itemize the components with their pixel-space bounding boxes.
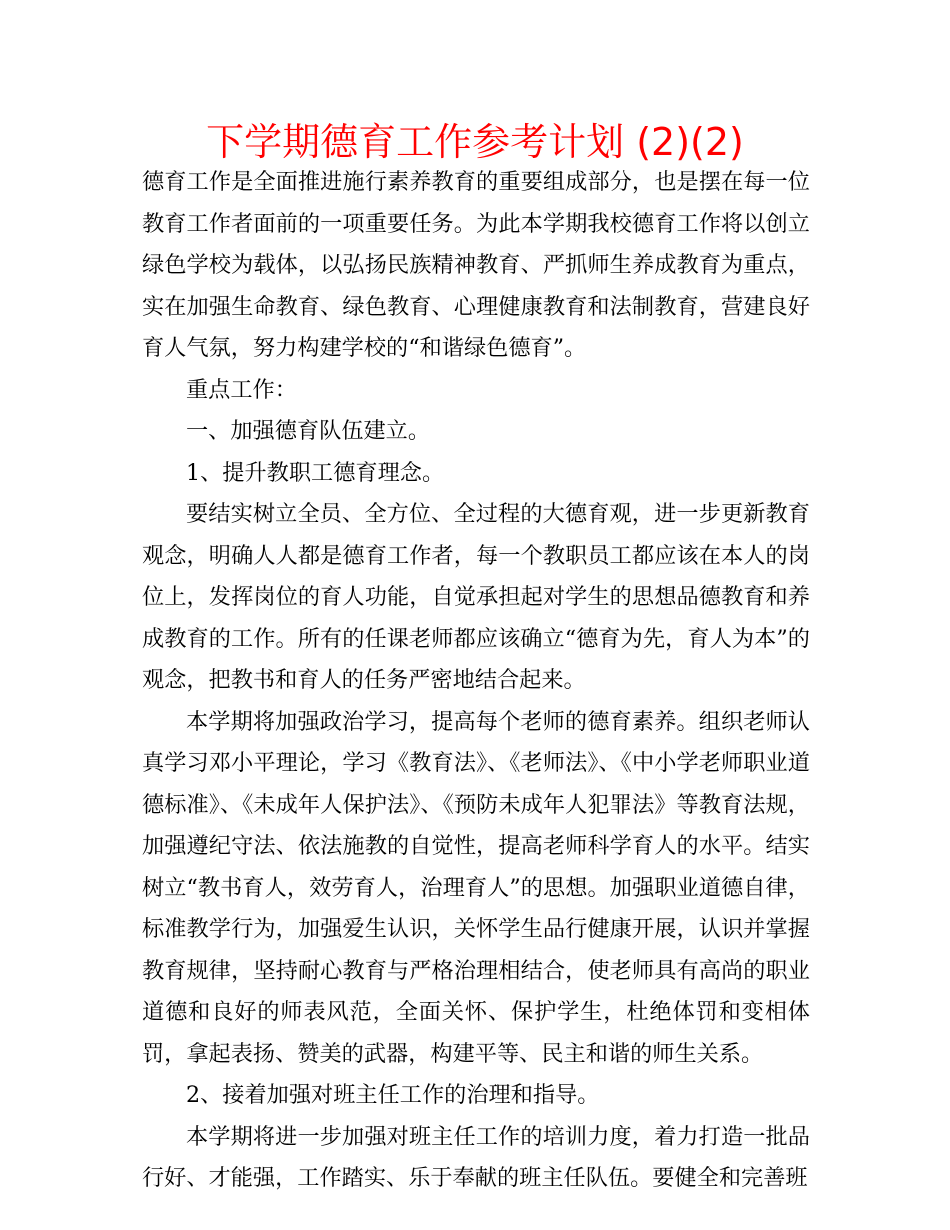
body-paragraph: 本学期将进一步加强对班主任工作的培训力度，着力打造一批品行好、才能强，工作踏实、乐于奉献的班主任队伍。要健全和完善班 <box>142 1123 810 1191</box>
body-paragraph: 本学期将加强政治学习，提高每个老师的德育素养。组织老师认真学习邓小平理论，学习《教育法》、《老师法》、《中小学老师职业道德标准》、《未成年人保护法》、《预防未成年人犯罪法》等教育法规，加强遵纪守法、依法施教的自觉性，提高老师科学育人的水平。结实树立“教书育人，效劳育人，治理育人”的思想。加强职业道德自律，标准教学行为，加强爱生认识，关怀学生品行健康开展，认识并掌握教育规律，坚持耐心教育与严格治理相结合，使老师具有高尚的职业道德和良好的师表风范，全面关怀、保护学生，杜绝体罚和变相体罚，拿起表扬、赞美的武器，构建平等、民主和谐的师生关系。 <box>142 708 810 1067</box>
subsection-heading-2: 2、接着加强对班主任工作的治理和指导。 <box>186 1082 600 1108</box>
document-body <box>142 162 810 1200</box>
document-title: 下学期德育工作参考计划 (2)(2) <box>206 120 744 164</box>
subsection-heading-1: 1、提升教职工德育理念。 <box>186 459 445 486</box>
section-heading-1: 一、加强德育队伍建立。 <box>186 418 431 444</box>
body-paragraph: 要结实树立全员、全方位、全过程的大德育观，进一步更新教育观念，明确人人都是德育工作者，每一个教职员工都应该在本人的岗位上，发挥岗位的育人功能，自觉承担起对学生的思想品德教育和养成教育的工作。所有的任课老师都应该确立“德育为先，育人为本”的观念，把教书和育人的任务严密地结合起来。 <box>142 501 810 693</box>
intro-paragraph: 德育工作是全面推进施行素养教育的重要组成部分，也是摆在每一位教育工作者面前的一项重要任务。为此本学期我校德育工作将以创立绿色学校为载体，以弘扬民族精神教育、严抓师生养成教育为重点，实在加强生命教育、绿色教育、心理健康教育和法制教育，营建良好育人气氛，努力构建学校的“和谐绿色德育”。 <box>142 169 810 361</box>
key-work-heading: 重点工作： <box>186 376 297 403</box>
